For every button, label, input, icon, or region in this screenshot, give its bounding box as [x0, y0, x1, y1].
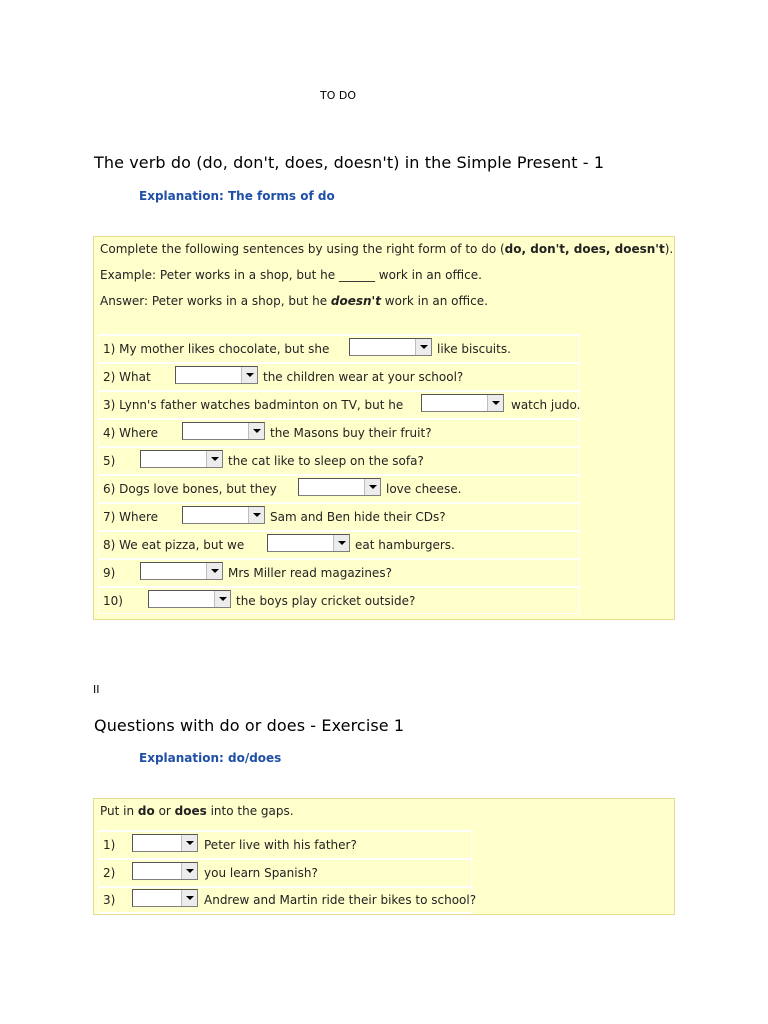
- exercise1-instruction: Complete the following sentences by using the right form of to do (do, don't, does, doesn't).: [100, 242, 674, 256]
- do-does-select-1[interactable]: [132, 834, 198, 852]
- chevron-down-icon[interactable]: [206, 563, 222, 579]
- exercise1-table: [98, 334, 580, 614]
- exercise2-box: [93, 798, 675, 915]
- section2-label: II: [93, 683, 100, 696]
- chevron-down-icon[interactable]: [248, 423, 264, 439]
- answer-select-8[interactable]: [267, 534, 350, 552]
- chevron-down-icon[interactable]: [364, 479, 380, 495]
- exercise2-instruction: Put in do or does into the gaps.: [100, 804, 294, 818]
- table-row: 2) you learn Spanish?: [99, 859, 471, 887]
- exercise1-example: Example: Peter works in a shop, but he ______ work in an office.: [100, 268, 482, 282]
- answer-select-6[interactable]: [298, 478, 381, 496]
- table-row: 3) Lynn's father watches badminton on TV, but he watch judo.: [99, 391, 579, 419]
- chevron-down-icon[interactable]: [181, 890, 197, 906]
- section1-heading: The verb do (do, don't, does, doesn't) in the Simple Present - 1: [94, 153, 605, 172]
- table-row: 3) Andrew and Martin ride their bikes to school?: [99, 887, 471, 913]
- table-row: 5) the cat like to sleep on the sofa?: [99, 447, 579, 475]
- answer-select-3[interactable]: [421, 394, 504, 412]
- table-row: 1) My mother likes chocolate, but she like biscuits.: [99, 335, 579, 363]
- exercise1-box: [93, 236, 675, 620]
- section2-heading: Questions with do or does - Exercise 1: [94, 716, 405, 735]
- answer-select-1[interactable]: [349, 338, 432, 356]
- answer-select-10[interactable]: [148, 590, 231, 608]
- table-row: 8) We eat pizza, but we eat hamburgers.: [99, 531, 579, 559]
- exercise2-table: [98, 830, 477, 914]
- answer-select-2[interactable]: [175, 366, 258, 384]
- exercise1-answer: Answer: Peter works in a shop, but he doesn't work in an office.: [100, 294, 488, 308]
- table-row: 9) Mrs Miller read magazines?: [99, 559, 579, 587]
- chevron-down-icon[interactable]: [248, 507, 264, 523]
- section1-explanation-link[interactable]: Explanation: The forms of do: [139, 189, 335, 203]
- answer-select-7[interactable]: [182, 506, 265, 524]
- chevron-down-icon[interactable]: [181, 835, 197, 851]
- chevron-down-icon[interactable]: [181, 863, 197, 879]
- answer-select-4[interactable]: [182, 422, 265, 440]
- table-row: 1) Peter live with his father?: [99, 831, 471, 859]
- table-row: 6) Dogs love bones, but they love cheese.: [99, 475, 579, 503]
- table-row: 4) Where the Masons buy their fruit?: [99, 419, 579, 447]
- table-row: 10) the boys play cricket outside?: [99, 587, 579, 614]
- table-row: 7) Where Sam and Ben hide their CDs?: [99, 503, 579, 531]
- chevron-down-icon[interactable]: [333, 535, 349, 551]
- chevron-down-icon[interactable]: [206, 451, 222, 467]
- chevron-down-icon[interactable]: [487, 395, 503, 411]
- table-row: 2) What the children wear at your school?: [99, 363, 579, 391]
- answer-select-9[interactable]: [140, 562, 223, 580]
- section2-explanation-link[interactable]: Explanation: do/does: [139, 751, 282, 765]
- page-title: TO DO: [320, 89, 357, 102]
- chevron-down-icon[interactable]: [415, 339, 431, 355]
- answer-select-5[interactable]: [140, 450, 223, 468]
- chevron-down-icon[interactable]: [241, 367, 257, 383]
- do-does-select-3[interactable]: [132, 889, 198, 907]
- chevron-down-icon[interactable]: [214, 591, 230, 607]
- do-does-select-2[interactable]: [132, 862, 198, 880]
